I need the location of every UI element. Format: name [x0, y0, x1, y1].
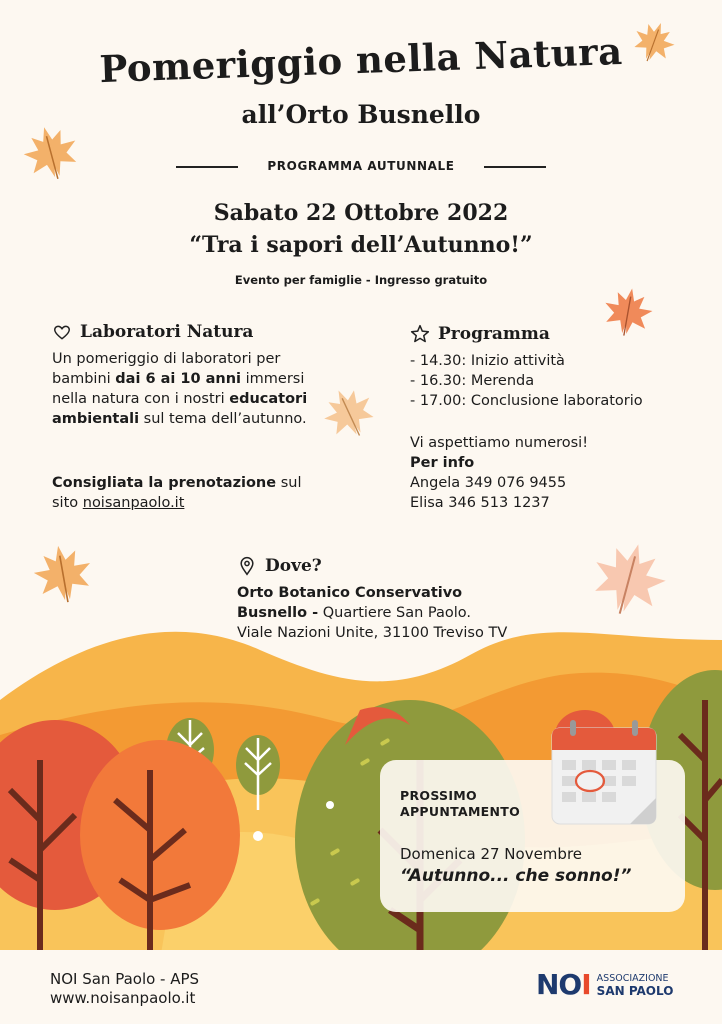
- event-note: Evento per famiglie - Ingresso gratuito: [234, 273, 488, 287]
- location-address: [237, 583, 557, 643]
- info-block: [410, 433, 710, 513]
- next-appointment-date: Domenica 27 Novembre: [400, 845, 583, 863]
- noi-logo-mark: [536, 968, 591, 1001]
- schedule-list: [410, 351, 710, 411]
- venue-district: Quartiere San Paolo.: [318, 605, 471, 621]
- booking-recommendation: Consigliata la prenotazione: [52, 475, 277, 491]
- website-link[interactable]: noisanpaolo.it: [82, 495, 185, 511]
- event-title: Pomeriggio nella Natura: [98, 28, 624, 92]
- next-appointment-title: “Autunno... che sonno!”: [400, 866, 632, 886]
- laboratori-heading-label: Laboratori Natura: [80, 322, 254, 342]
- heart-icon: [52, 322, 72, 342]
- laboratori-text: sul tema dell’autunno.: [139, 411, 307, 427]
- location-pin-icon: [237, 556, 257, 576]
- educators-text: educatori ambientali: [52, 391, 308, 427]
- organization-name: NOI San Paolo - APS: [50, 970, 200, 988]
- schedule-item: - 14.30: Inizio attività: [410, 353, 565, 369]
- laboratori-text: Un pomeriggio di laboratori per bambini: [52, 351, 281, 387]
- laboratori-heading: [52, 322, 253, 342]
- noi-logo-text: [597, 973, 674, 997]
- dove-heading-label: Dove?: [265, 556, 322, 576]
- logo-line2: SAN PAOLO: [596, 983, 674, 998]
- logo-line1: ASSOCIAZIONE: [596, 972, 669, 984]
- program-label: PROGRAMMA AUTUNNALE: [267, 159, 455, 173]
- calendar-icon: [550, 718, 660, 830]
- event-subtitle: all’Orto Busnello: [241, 100, 481, 129]
- contact-angela: Angela 349 076 9455: [410, 475, 567, 491]
- divider-right: [484, 166, 546, 168]
- venue-area: [237, 603, 557, 623]
- organization-website[interactable]: www.noisanpaolo.it: [50, 989, 196, 1007]
- schedule-item: - 16.30: Merenda: [410, 373, 535, 389]
- maple-leaf-icon: [27, 538, 99, 610]
- next-appointment-label: [400, 788, 520, 820]
- age-range: dai 6 ai 10 anni: [115, 371, 242, 387]
- venue-name: Orto Botanico Conservativo: [237, 585, 463, 601]
- logo-mark-no: NO: [536, 968, 582, 1001]
- dove-heading: [237, 556, 322, 576]
- booking-text: sul sito: [52, 475, 302, 511]
- star-icon: [410, 324, 430, 344]
- logo-mark-i: I: [581, 968, 591, 1001]
- laboratori-text: immersi nella natura con i nostri: [52, 371, 305, 407]
- noi-logo: [536, 968, 673, 1001]
- info-label: Per info: [410, 455, 475, 471]
- maple-leaf-icon: [598, 282, 658, 342]
- booking-note: [52, 473, 314, 513]
- invite-text: Vi aspettiamo numerosi!: [410, 435, 589, 451]
- schedule-item: - 17.00: Conclusione laboratorio: [410, 393, 643, 409]
- venue-name-cont: Busnello -: [237, 605, 319, 621]
- next-label-line2: APPUNTAMENTO: [400, 804, 521, 819]
- laboratori-description: [52, 349, 314, 429]
- next-label-line1: PROSSIMO: [400, 788, 477, 803]
- contact-elisa: Elisa 346 513 1237: [410, 495, 550, 511]
- venue-street: Viale Nazioni Unite, 31100 Treviso TV: [237, 625, 508, 641]
- programma-heading-label: Programma: [438, 324, 550, 344]
- event-date: Sabato 22 Ottobre 2022: [213, 200, 509, 226]
- programma-heading: [410, 324, 550, 344]
- event-slogan: “Tra i sapori dell’Autunno!”: [189, 232, 533, 258]
